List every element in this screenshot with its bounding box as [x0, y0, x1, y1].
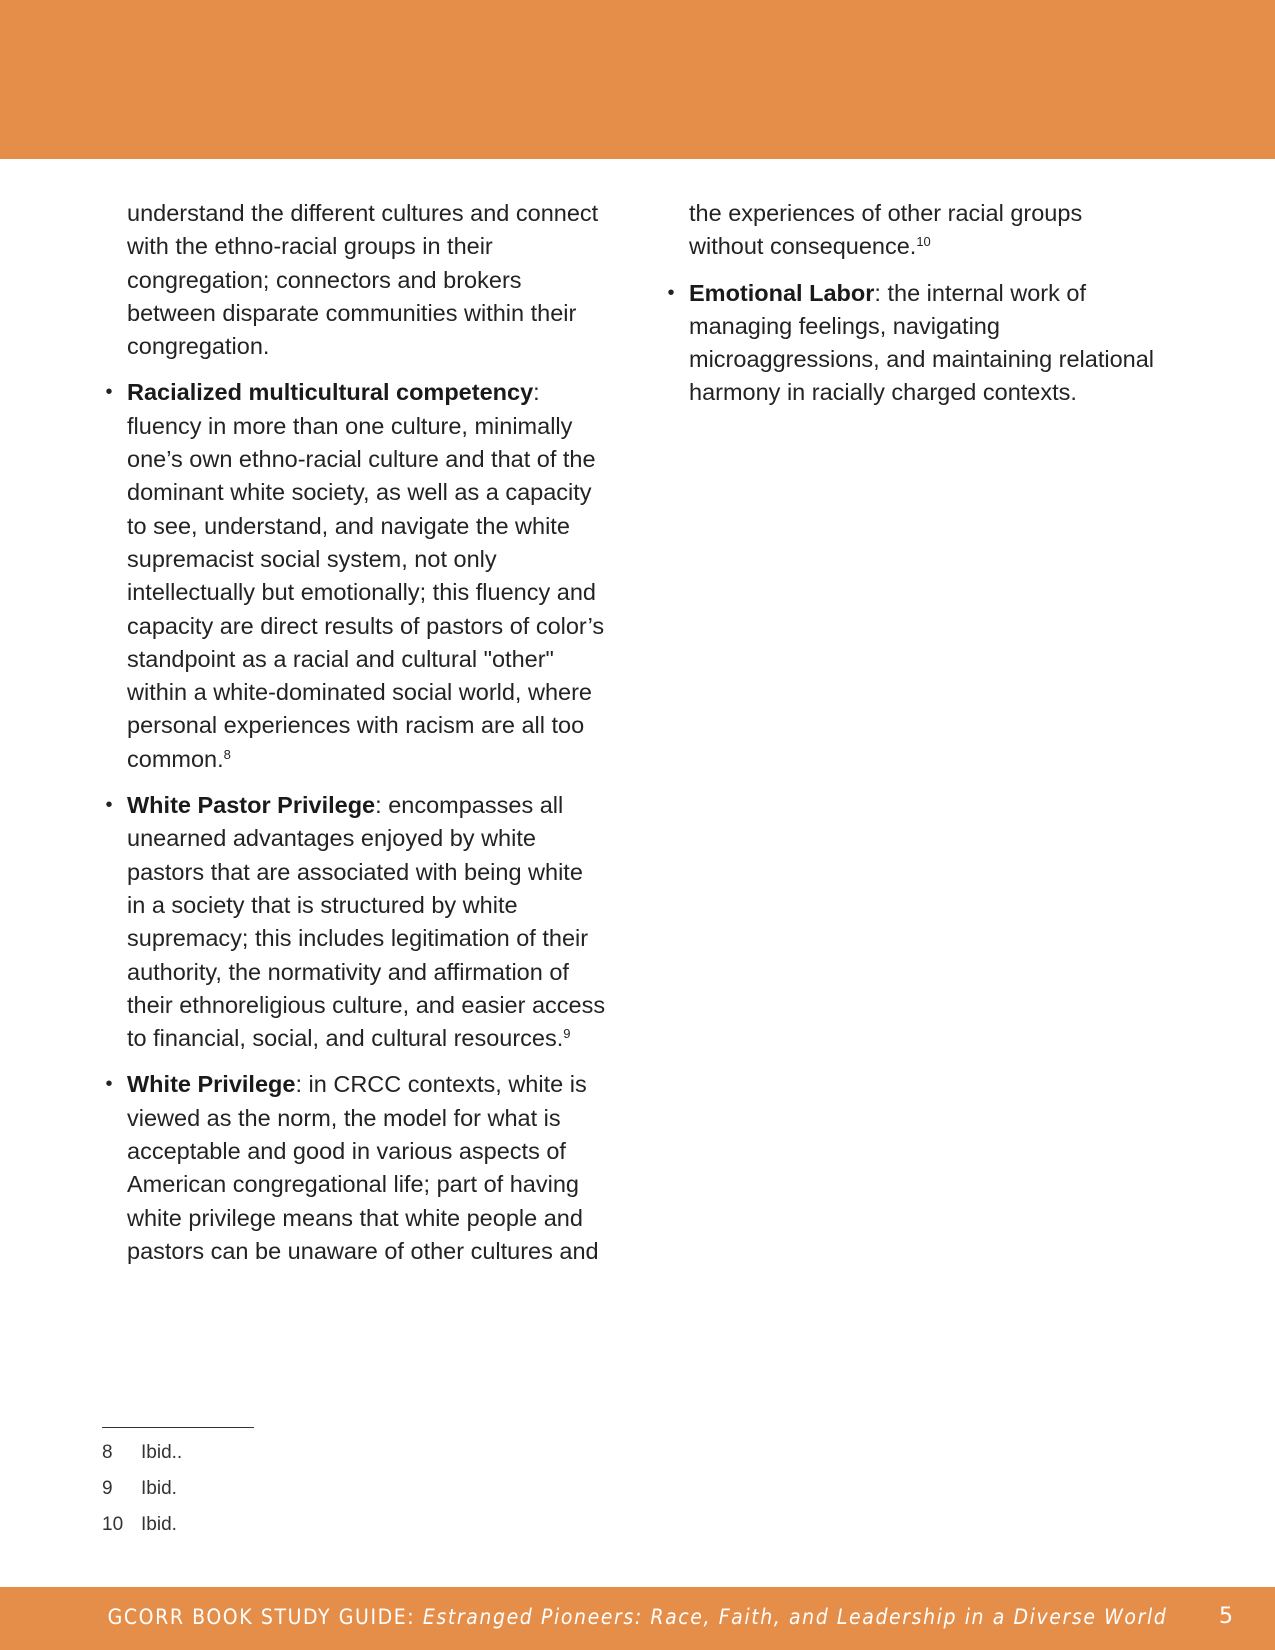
footnote-reference[interactable]: 9: [563, 1026, 571, 1042]
footnote-text: Ibid.: [141, 1514, 177, 1535]
left-column: [105, 197, 607, 1281]
footnote-number: 10: [102, 1514, 124, 1535]
footnote-divider: [102, 1427, 254, 1428]
footnote-text: Ibid..: [141, 1442, 183, 1463]
continued-text: the experiences of other racial groups without consequence.: [689, 200, 1083, 260]
footnote-reference[interactable]: 8: [223, 746, 231, 762]
footnote-number: 8: [102, 1442, 113, 1463]
definition-text: : in CRCC contexts, white is viewed as the norm, the model for what is acceptable and good in various aspects of American congregational life; part of having white privilege means that white people and pastors can be unaware of other cultures and: [127, 1071, 599, 1264]
page-number: 5: [1219, 1604, 1233, 1629]
definition-white-pastor-privilege: [105, 789, 607, 1055]
definition-emotional-labor: [667, 277, 1159, 410]
definition-text: : fluency in more than one culture, minimally one’s own ethno-racial culture and that of the dominant white society, as well as a capacity to see, understand, and navigate the white supremacist social system, not only intellectually but emotionally; this fluency and capacity are direct results of pastors of color’s standpoint as a racial and cultural "other" within a white-dominated social world, where personal experiences with racism are all too common.: [127, 379, 605, 772]
right-column: [667, 197, 1159, 423]
definition-white-privilege: [105, 1068, 607, 1268]
definition-term: White Pastor Privilege: [127, 792, 376, 819]
definition-text: : the internal work of managing feelings, navigating microaggressions, and maintaining relational harmony in racially charged contexts.: [689, 279, 1155, 406]
footer-label: GCORR BOOK STUDY GUIDE:: [107, 1605, 416, 1629]
footer-band: [0, 1587, 1275, 1650]
continued-paragraph: understand the different cultures and connect with the ethno-racial groups in their congregation; connectors and brokers between disparate communities within their congregation.: [127, 200, 599, 360]
footnote-number: 9: [102, 1478, 113, 1499]
footer-title: [0, 1605, 1275, 1629]
bullet-icon: •: [105, 381, 113, 404]
definition-racialized-multicultural-competency: [105, 376, 607, 776]
continued-paragraph: [689, 197, 1159, 264]
footnote-text: Ibid.: [141, 1478, 177, 1499]
bullet-icon: •: [105, 794, 113, 817]
footnote-reference[interactable]: 10: [916, 234, 931, 250]
bullet-icon: •: [105, 1073, 113, 1096]
footer-book-title: Estranged Pioneers: Race, Faith, and Leadership in a Diverse World: [422, 1605, 1168, 1629]
header-band: [0, 0, 1275, 159]
definition-term: Racialized multicultural competency: [127, 379, 534, 406]
definition-term: Emotional Labor: [689, 279, 875, 306]
definition-term: White Privilege: [127, 1071, 296, 1098]
bullet-icon: •: [667, 281, 675, 304]
definition-text: : encompasses all unearned advantages enjoyed by white pastors that are associated with being white in a society that is structured by white supremacy; this includes legitimation of their authority, the normativity and affirmation of their ethnoreligious culture, and easier access to financial, social, and cultural resources.: [127, 792, 606, 1052]
